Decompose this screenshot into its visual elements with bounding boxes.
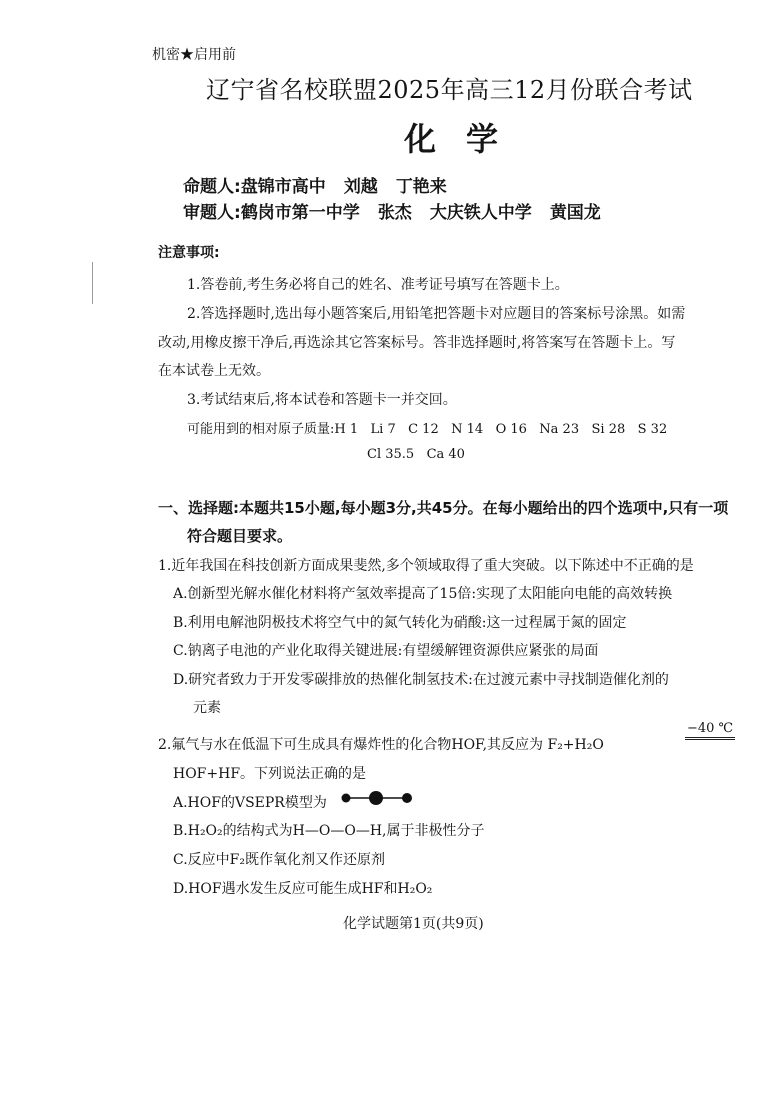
option-c: C.钠离子电池的产业化取得关键进展:有望缓解锂资源供应紧张的局面 (173, 643, 599, 659)
proposer-name: 刘越 (343, 177, 378, 197)
proposer-school: 盘锦市高中 (240, 177, 326, 197)
question-stem-continued: HOF+HF。下列说法正确的是 (173, 766, 367, 782)
option-d: D.HOF遇水发生反应可能生成HF和H₂O₂ (173, 881, 433, 897)
atomic-mass-line: 可能用到的相对原子质量:H 1 Li 7 C 12 N 14 O 16 Na 23 Si 28 S 32 (187, 422, 668, 437)
notes-heading: 注意事项: (158, 245, 220, 261)
option-d-continued: 元素 (193, 700, 221, 716)
option-b: B.H₂O₂的结构式为H—O—O—H,属于非极性分子 (173, 823, 485, 839)
reviewer-school: 鹤岗市第一中学 (240, 203, 360, 223)
reviewer-name: 黄国龙 (549, 203, 601, 223)
question-stem: 1.近年我国在科技创新方面成果斐然,多个领域取得了重大突破。以下陈述中不正确的是 (158, 558, 694, 574)
note-item: 2.答选择题时,选出每小题答案后,用铅笔把答题卡对应题目的答案标号涂黑。如需 (187, 306, 686, 322)
reviewer-line (183, 198, 619, 223)
option-b: B.利用电解池阴极技术将空气中的氮气转化为硝酸:这一过程属于氮的固定 (173, 615, 627, 631)
subject-title: 化学 (404, 120, 529, 158)
option-a: A.HOF的VSEPR模型为 (173, 795, 327, 811)
reaction-condition (685, 721, 735, 740)
proposer-line (183, 172, 465, 197)
reviewer-school: 大庆铁人中学 (429, 203, 532, 223)
question-stem: 2.氟气与水在低温下可生成具有爆炸性的化合物HOF,其反应为 F₂+H₂O (158, 737, 604, 753)
option-c: C.反应中F₂既作氧化剂又作还原剂 (173, 852, 385, 868)
page-footer: 化学试题第1页(共9页) (343, 916, 484, 932)
secret-label: 机密★启用前 (152, 47, 236, 63)
note-item: 在本试卷上无效。 (158, 363, 270, 379)
section-heading: 一、选择题:本题共15小题,每小题3分,共45分。在每小题给出的四个选项中,只有一项 (158, 499, 729, 517)
note-item: 1.答卷前,考生务必将自己的姓名、准考证号填写在答题卡上。 (187, 277, 569, 293)
option-d: D.研究者致力于开发零碳排放的热催化制氢技术:在过渡元素中寻找制造催化剂的 (173, 672, 669, 688)
reviewer-label: 审题人: (183, 203, 241, 223)
option-a: A.创新型光解水催化材料将产氢效率提高了15倍:实现了太阳能向电能的高效转换 (173, 586, 673, 602)
condition-temperature: −40 ℃ (686, 721, 734, 736)
proposer-label: 命题人: (183, 177, 241, 197)
exam-title: 辽宁省名校联盟2025年高三12月份联合考试 (206, 76, 693, 104)
vsepr-model-figure (340, 790, 416, 806)
reaction-arrow (685, 737, 735, 740)
note-item: 3.考试结束后,将本试卷和答题卡一并交回。 (187, 392, 457, 408)
section-heading: 符合题目要求。 (187, 527, 293, 545)
atomic-mass-line: Cl 35.5 Ca 40 (367, 447, 465, 462)
proposer-name: 丁艳来 (395, 177, 447, 197)
margin-mark (92, 262, 93, 304)
note-item: 改动,用橡皮擦干净后,再选涂其它答案标号。答非选择题时,将答案写在答题卡上。写 (158, 335, 676, 351)
reviewer-name: 张杰 (377, 203, 412, 223)
